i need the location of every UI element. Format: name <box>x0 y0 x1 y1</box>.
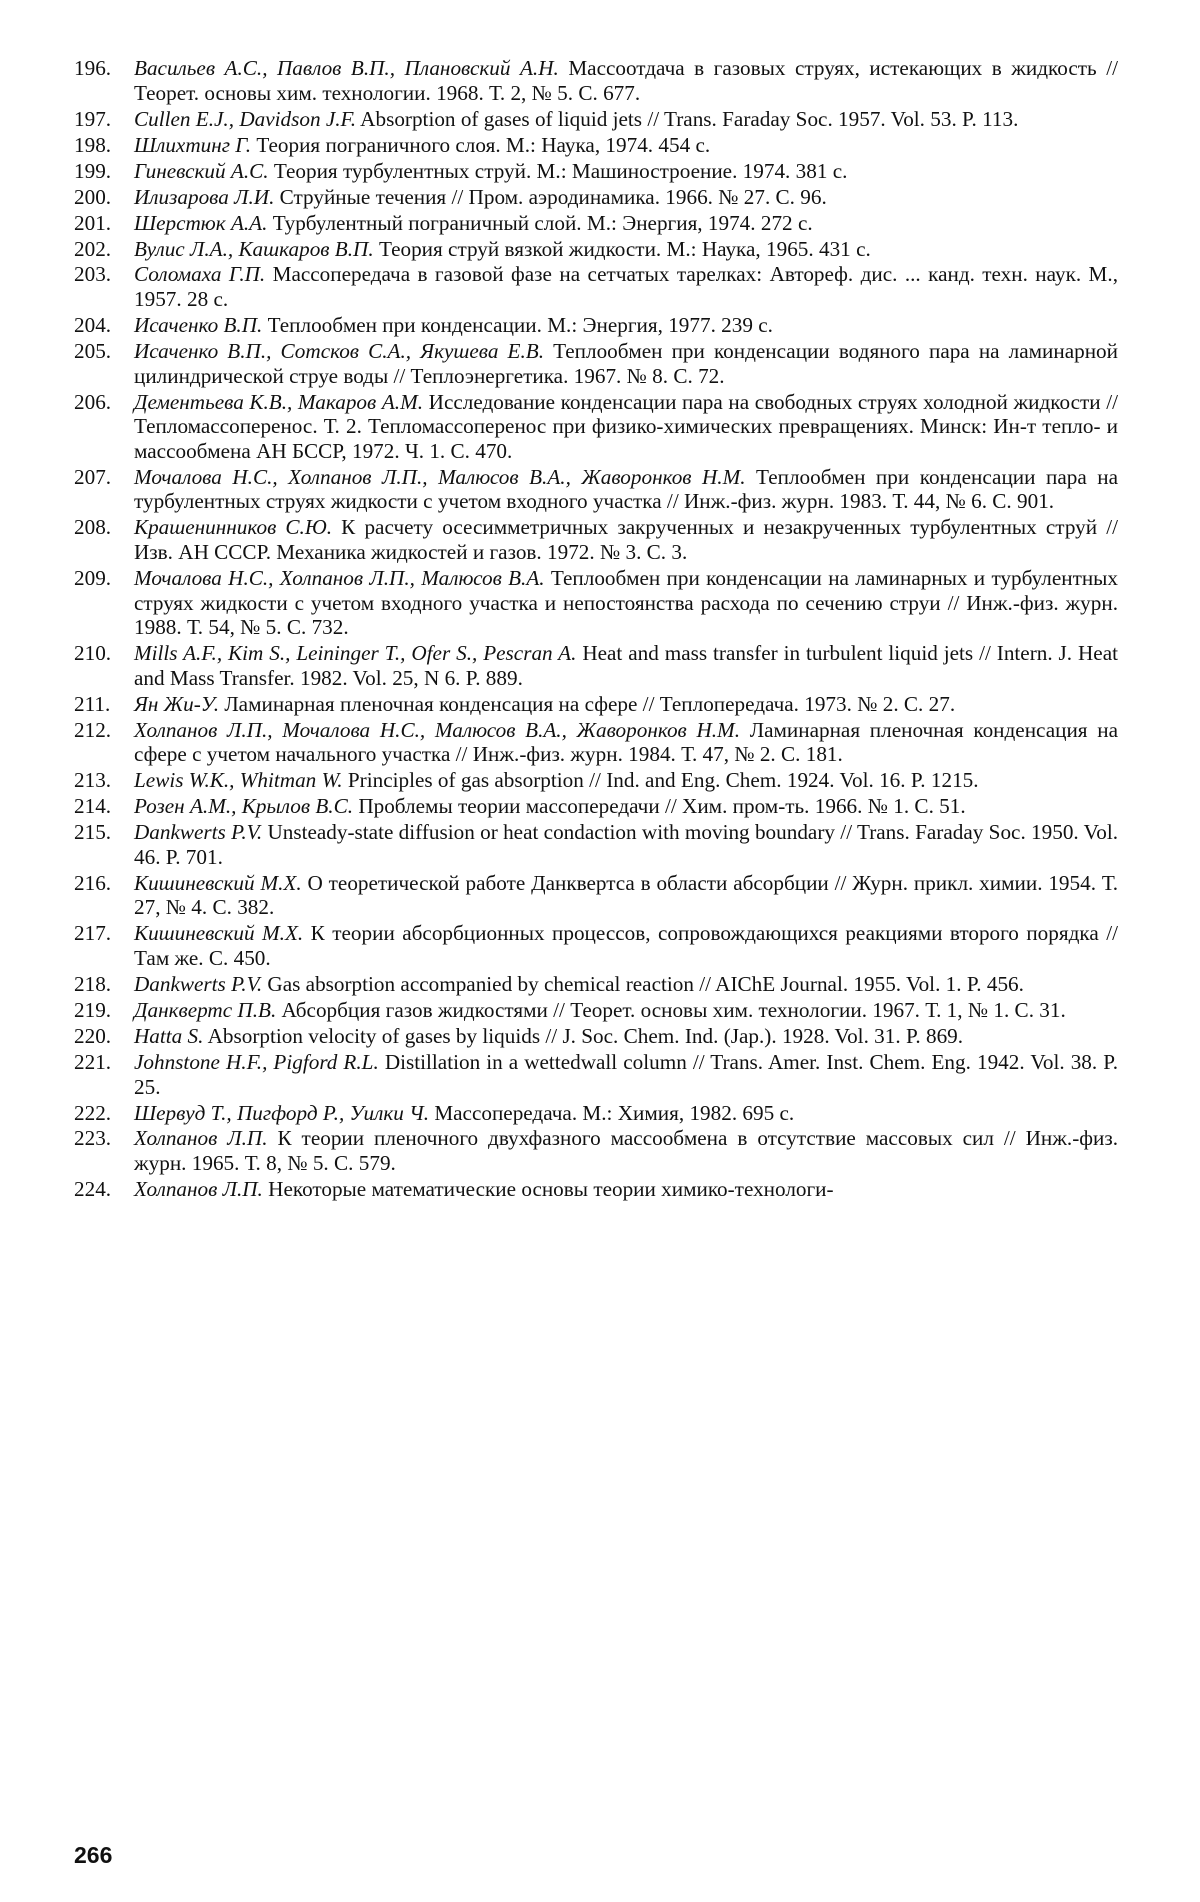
reference-text: Проблемы теории массопередачи // Хим. пром-ть. 1966. № 1. С. 51. <box>353 794 966 819</box>
reference-authors: Dankwerts P.V. <box>134 820 263 845</box>
reference-authors: Васильев А.С., Павлов В.П., Плановский А.Н. <box>134 56 559 80</box>
reference-item <box>74 641 1118 690</box>
page-number: 266 <box>74 1842 113 1868</box>
reference-authors: Мочалова Н.С., Холпанов Л.П., Малюсов В.А., Жаворонков Н.М. <box>134 464 746 489</box>
reference-number: 203. <box>74 262 112 287</box>
reference-item <box>74 133 1118 158</box>
reference-item <box>74 794 1118 819</box>
reference-authors: Розен А.М., Крылов В.С. <box>134 794 354 819</box>
reference-item <box>74 211 1118 236</box>
reference-number: 207. <box>74 464 112 489</box>
reference-item <box>74 820 1118 869</box>
reference-authors: Данквертс П.В. <box>134 997 277 1022</box>
reference-text: Абсорбция газов жидкостями // Теорет. основы хим. технологии. 1967. Т. 1, № 1. С. 31. <box>276 997 1066 1022</box>
reference-item <box>74 998 1118 1023</box>
reference-text: Исследование конденсации пара на свободных струях холодной жидкости // Тепломассоперенос. Т. 2. Тепломассоперенос при физико-химических превращениях. Минск: Ин-т тепло- и массообмена АН БССР, 1972. Ч. 1. С. 470. <box>134 389 1118 463</box>
reference-number: 219. <box>74 997 112 1022</box>
reference-text: Absorption velocity of gases by liquids // J. Soc. Chem. Ind. (Jap.). 1928. Vol. 31. P. 869. <box>203 1023 964 1048</box>
reference-item <box>74 262 1118 311</box>
reference-text: Массопередача в газовой фазе на сетчатых тарелках: Автореф. дис. ... канд. техн. наук. М., 1957. 28 с. <box>134 262 1118 312</box>
reference-number: 201. <box>74 210 112 235</box>
reference-item <box>74 313 1118 338</box>
reference-number: 208. <box>74 515 112 540</box>
reference-item <box>74 339 1118 388</box>
reference-authors: Шервуд Т., Пигфорд Р., Уилки Ч. <box>134 1100 430 1125</box>
reference-authors: Соломаха Г.П. <box>134 262 266 287</box>
reference-text: О теоретической работе Данквертса в области абсорбции // Журн. прикл. химии. 1954. Т. 27, № 4. С. 382. <box>134 870 1118 920</box>
reference-text: Струйные течения // Пром. аэродинамика. 1966. № 27. С. 96. <box>274 184 827 209</box>
reference-authors: Крашенинников С.Ю. <box>134 515 333 540</box>
reference-authors: Cullen E.J., Davidson J.F. <box>134 106 357 131</box>
reference-item <box>74 159 1118 184</box>
reference-item <box>74 237 1118 262</box>
reference-number: 222. <box>74 1100 112 1125</box>
reference-number: 220. <box>74 1023 112 1048</box>
reference-number: 221. <box>74 1049 112 1074</box>
reference-item <box>74 768 1118 793</box>
reference-text: Heat and mass transfer in turbulent liquid jets // Intern. J. Heat and Mass Transfer. 1982. Vol. 25, N 6. P. 889. <box>134 641 1118 690</box>
reference-item <box>74 718 1118 767</box>
reference-text: Unsteady-state diffusion or heat condaction with moving boundary // Trans. Faraday Soc. 1950. Vol. 46. P. 701. <box>134 820 1118 869</box>
reference-authors: Ян Жи-У. <box>134 691 220 716</box>
reference-number: 209. <box>74 565 112 590</box>
reference-item <box>74 465 1118 514</box>
reference-number: 213. <box>74 768 112 793</box>
reference-text: Теория струй вязкой жидкости. М.: Наука, 1965. 431 с. <box>373 236 871 261</box>
reference-item <box>74 107 1118 132</box>
reference-text: Absorption of gases of liquid jets // Trans. Faraday Soc. 1957. Vol. 53. P. 113. <box>356 106 1019 131</box>
reference-item <box>74 1101 1118 1126</box>
reference-text: Gas absorption accompanied by chemical reaction // AIChE Journal. 1955. Vol. 1. P. 456. <box>262 971 1024 996</box>
reference-number: 210. <box>74 641 112 666</box>
reference-text: Теплообмен при конденсации на ламинарных и турбулентных струях жидкости с учетом входного участка и непостоянства расхода по сечению струи // Инж.-физ. журн. 1988. Т. 54, № 5. С. 732. <box>134 565 1118 640</box>
reference-authors: Холпанов Л.П. <box>134 1126 268 1151</box>
reference-authors: Дементьева К.В., Макаров А.М. <box>134 389 424 414</box>
reference-item <box>74 56 1118 105</box>
reference-authors: Шлихтинг Г. <box>134 132 252 157</box>
reference-text: Массоотдача в газовых струях, истекающих в жидкость // Теорет. основы хим. технологии. 1968. Т. 2, № 5. С. 677. <box>134 56 1118 105</box>
reference-text: Теплообмен при конденсации водяного пара на ламинарной цилиндрической струе воды // Теплоэнергетика. 1967. № 8. С. 72. <box>134 339 1118 388</box>
reference-item <box>74 871 1118 920</box>
reference-number: 199. <box>74 158 112 183</box>
reference-number: 202. <box>74 236 112 261</box>
reference-number: 218. <box>74 971 112 996</box>
reference-authors: Dankwerts P.V. <box>134 971 263 996</box>
reference-item <box>74 1024 1118 1049</box>
reference-item <box>74 1126 1118 1175</box>
reference-number: 198. <box>74 132 112 157</box>
reference-number: 216. <box>74 870 112 895</box>
reference-text: Массопередача. М.: Химия, 1982. 695 с. <box>429 1100 795 1125</box>
reference-authors: Шерстюк А.А. <box>134 210 268 235</box>
reference-number: 223. <box>74 1126 112 1151</box>
reference-text: Distillation in a wettedwall column // Trans. Amer. Inst. Chem. Eng. 1942. Vol. 38. P. 25. <box>134 1049 1118 1099</box>
reference-number: 196. <box>74 56 112 80</box>
reference-number: 212. <box>74 717 112 742</box>
reference-authors: Johnstone H.F., Pigford R.L. <box>134 1049 379 1074</box>
reference-authors: Вулис Л.А., Кашкаров В.П. <box>134 236 374 261</box>
reference-authors: Холпанов Л.П. <box>134 1177 263 1202</box>
reference-authors: Исаченко В.П. <box>134 313 263 338</box>
reference-text: К теории абсорбционных процессов, сопровождающихся реакциями второго порядка // Там же. С. 450. <box>134 921 1118 970</box>
reference-authors: Hatta S. <box>134 1023 204 1048</box>
reference-number: 224. <box>74 1177 112 1202</box>
reference-item <box>74 1177 1118 1202</box>
reference-text: Теория турбулентных струй. М.: Машиностроение. 1974. 381 с. <box>268 158 848 183</box>
reference-authors: Кишиневский М.Х. <box>134 870 302 895</box>
reference-number: 206. <box>74 389 112 414</box>
reference-text: К теории пленочного двухфазного массообмена в отсутствие массовых сил // Инж.-физ. журн. 1965. Т. 8, № 5. С. 579. <box>134 1126 1118 1176</box>
reference-text: Теплообмен при конденсации пара на турбулентных струях жидкости с учетом входного участка // Инж.-физ. журн. 1983. Т. 44, № 6. С. 901. <box>134 464 1118 514</box>
reference-text: Ламинарная пленочная конденсация на сфере с учетом начального участка // Инж.-физ. журн. 1984. Т. 47, № 2. С. 181. <box>134 717 1118 767</box>
reference-item <box>74 692 1118 717</box>
reference-item <box>74 972 1118 997</box>
reference-authors: Мочалова Н.С., Холпанов Л.П., Малюсов В.А. <box>134 565 545 590</box>
reference-list <box>74 56 1118 1203</box>
reference-number: 211. <box>74 691 111 716</box>
reference-text: Principles of gas absorption // Ind. and Eng. Chem. 1924. Vol. 16. P. 1215. <box>342 768 979 793</box>
reference-item <box>74 566 1118 640</box>
reference-text: Теплообмен при конденсации. М.: Энергия, 1977. 239 с. <box>262 313 773 338</box>
reference-authors: Кишиневский М.Х. <box>134 921 304 946</box>
reference-number: 217. <box>74 921 112 946</box>
reference-number: 214. <box>74 794 112 819</box>
reference-text: Некоторые математические основы теории химико-технологи- <box>262 1177 834 1202</box>
reference-number: 200. <box>74 184 112 209</box>
reference-authors: Гиневский А.С. <box>134 158 269 183</box>
reference-number: 204. <box>74 313 112 338</box>
reference-item <box>74 390 1118 464</box>
reference-number: 197. <box>74 106 112 131</box>
reference-authors: Холпанов Л.П., Мочалова Н.С., Малюсов В.А., Жаворонков Н.М. <box>134 717 741 742</box>
reference-authors: Mills A.F., Kim S., Leininger T., Ofer S., Pescran A. <box>134 641 577 666</box>
reference-text: К расчету осесимметричных закрученных и незакрученных турбулентных струй // Изв. АН СССР. Механика жидкостей и газов. 1972. № 3. С. 3. <box>134 515 1118 564</box>
reference-item <box>74 921 1118 970</box>
reference-text: Турбулентный пограничный слой. М.: Энергия, 1974. 272 с. <box>267 210 813 235</box>
reference-authors: Исаченко В.П., Сотсков С.А., Якушева Е.В. <box>134 339 545 364</box>
reference-item <box>74 185 1118 210</box>
reference-item <box>74 515 1118 564</box>
reference-authors: Илизарова Л.И. <box>134 184 275 209</box>
reference-text: Ламинарная пленочная конденсация на сфере // Теплопередача. 1973. № 2. С. 27. <box>219 691 956 716</box>
reference-item <box>74 1050 1118 1099</box>
reference-number: 205. <box>74 339 112 364</box>
reference-authors: Lewis W.K., Whitman W. <box>134 768 343 793</box>
reference-number: 215. <box>74 820 112 845</box>
reference-text: Теория пограничного слоя. М.: Наука, 1974. 454 с. <box>251 132 711 157</box>
